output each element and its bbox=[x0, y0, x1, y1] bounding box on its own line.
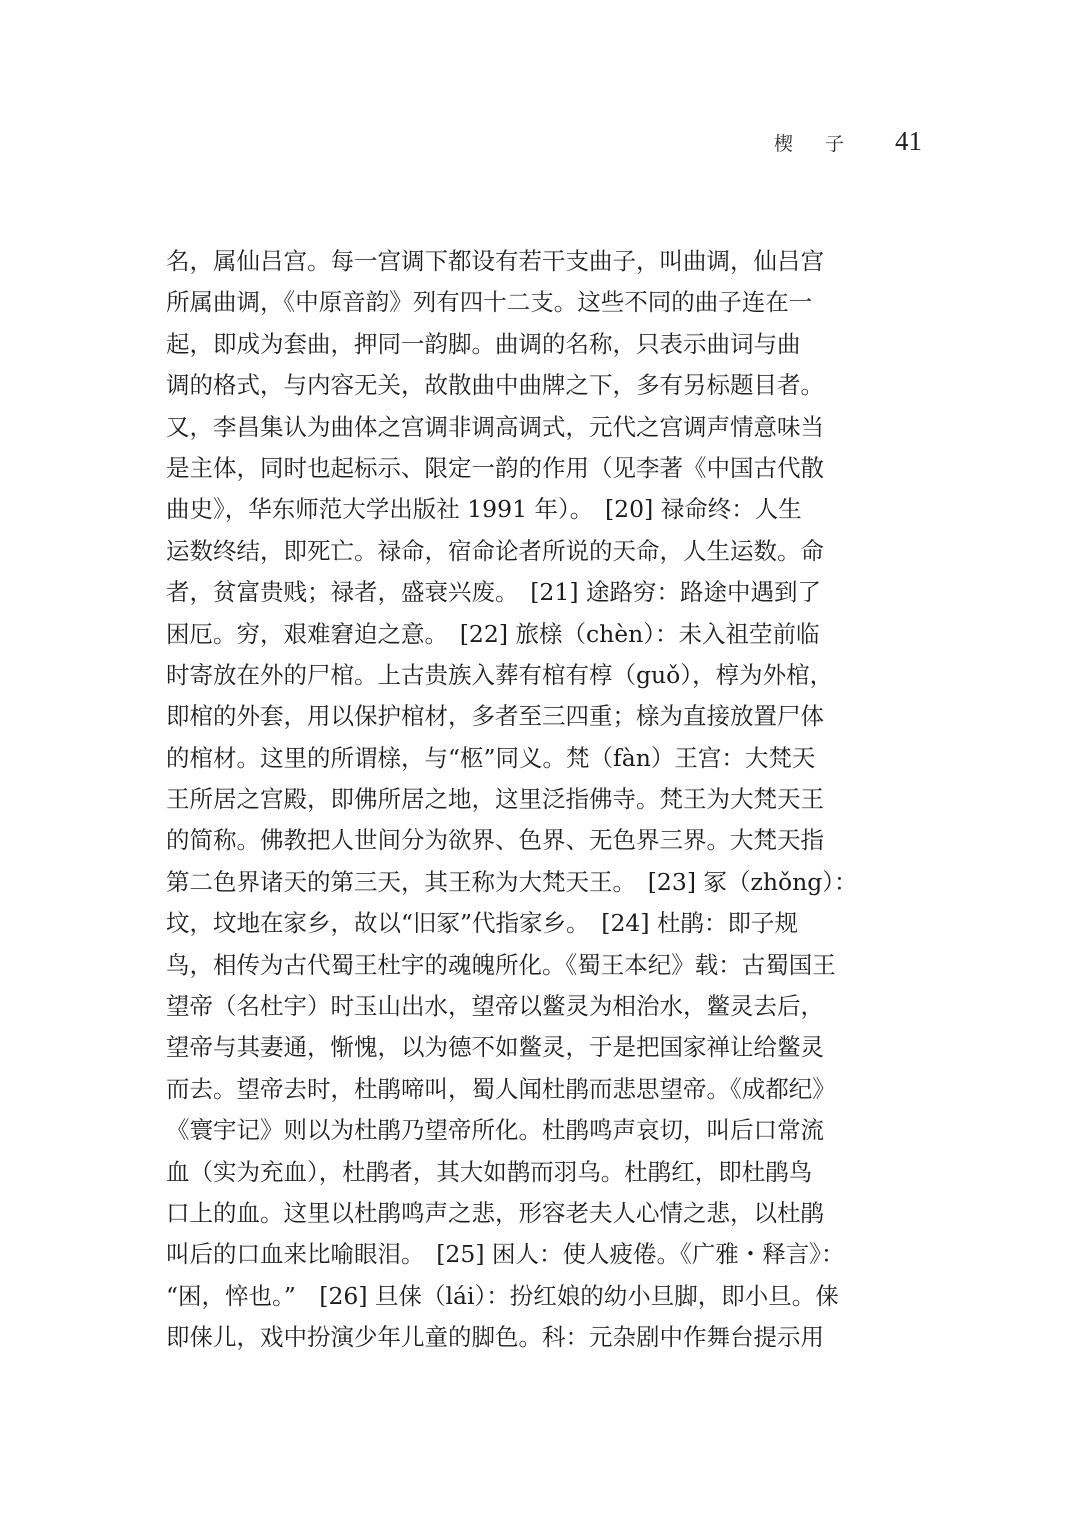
text-line: 口上的血。这里以杜鹃鸣声之悲，形容老夫人心情之悲，以杜鹃 bbox=[166, 1198, 824, 1227]
text-line: 名，属仙吕宫。每一宫调下都设有若干支曲子，叫曲调，仙吕宫 bbox=[166, 247, 824, 275]
text-line: 调的格式，与内容无关，故散曲中曲牌之下，多有另标题目者。 bbox=[166, 371, 824, 400]
text-line: 叫后的口血来比喻眼泪。 [25] 困人：使人疲倦。《广雅・释言》： bbox=[166, 1240, 845, 1269]
text-line: “困，悴也。” [26] 旦俫（lái）：扮红娘的幼小旦脚，即小旦。俫 bbox=[166, 1281, 839, 1310]
text-line: 望帝（名杜宇）时玉山出水，望帝以鳖灵为相治水，鳖灵去后， bbox=[166, 992, 824, 1021]
text-line: 的棺材。这里的所谓榇，与“柩”同义。梵（fàn）王宫：大梵天 bbox=[166, 743, 816, 772]
text-line: 血（实为充血），杜鹃者，其大如鹊而羽乌。杜鹃红，即杜鹃鸟 bbox=[166, 1157, 813, 1186]
text-line: 曲史》，华东师范大学出版社 1991 年）。 [20] 禄命终：人生 bbox=[166, 495, 802, 524]
text-line: 所属曲调，《中原音韵》列有四十二支。这些不同的曲子连在一 bbox=[166, 288, 813, 317]
text-line: 即俫儿，戏中扮演少年儿童的脚色。科：元杂剧中作舞台提示用 bbox=[166, 1323, 824, 1352]
text-line: 王所居之宫殿，即佛所居之地，这里泛指佛寺。梵王为大梵天王 bbox=[166, 785, 824, 814]
page-number: 41 bbox=[895, 126, 922, 156]
text-line: 又，李昌集认为曲体之宫调非调高调式，元代之宫调声情意味当 bbox=[166, 412, 824, 441]
text-line: 者，贫富贵贱；禄者，盛衰兴废。 [21] 途路穷：路途中遇到了 bbox=[166, 578, 821, 607]
chapter-title: 楔 子 bbox=[773, 133, 857, 155]
text-line: 困厄。穷，艰难窘迫之意。 [22] 旅榇（chèn）：未入祖茔前临 bbox=[166, 619, 820, 648]
text-line: 坟，坟地在家乡，故以“旧冢”代指家乡。 [24] 杜鹃：即子规 bbox=[166, 909, 798, 938]
text-line: 望帝与其妻通，惭愧，以为德不如鳖灵，于是把国家禅让给鳖灵 bbox=[166, 1033, 824, 1062]
running-header bbox=[774, 126, 922, 157]
text-line: 的简称。佛教把人世间分为欲界、色界、无色界三界。大梵天指 bbox=[166, 826, 824, 855]
annotation-body bbox=[166, 241, 926, 1359]
text-line: 运数终结，即死亡。禄命，宿命论者所说的天命，人生运数。命 bbox=[166, 536, 824, 565]
text-line: 第二色界诸天的第三天，其王称为大梵天王。 [23] 冢（zhǒng）： bbox=[166, 867, 858, 896]
text-line: 是主体，同时也起标示、限定一韵的作用（见李著《中国古代散 bbox=[166, 453, 824, 482]
text-line: 即棺的外套，用以保护棺材，多者至三四重；榇为直接放置尸体 bbox=[166, 702, 824, 731]
text-line: 《寰宇记》则以为杜鹃乃望帝所化。杜鹃鸣声哀切，叫后口常流 bbox=[166, 1116, 824, 1145]
text-line: 而去。望帝去时，杜鹃啼叫，蜀人闻杜鹃而悲思望帝。《成都纪》 bbox=[166, 1074, 836, 1103]
text-line: 时寄放在外的尸棺。上古贵族入葬有棺有椁（guǒ），椁为外棺， bbox=[166, 660, 834, 689]
text-line: 鸟，相传为古代蜀王杜宇的魂魄所化。《蜀王本纪》载：古蜀国王 bbox=[166, 950, 836, 979]
text-line: 起，即成为套曲，押同一韵脚。曲调的名称，只表示曲词与曲 bbox=[166, 329, 801, 358]
